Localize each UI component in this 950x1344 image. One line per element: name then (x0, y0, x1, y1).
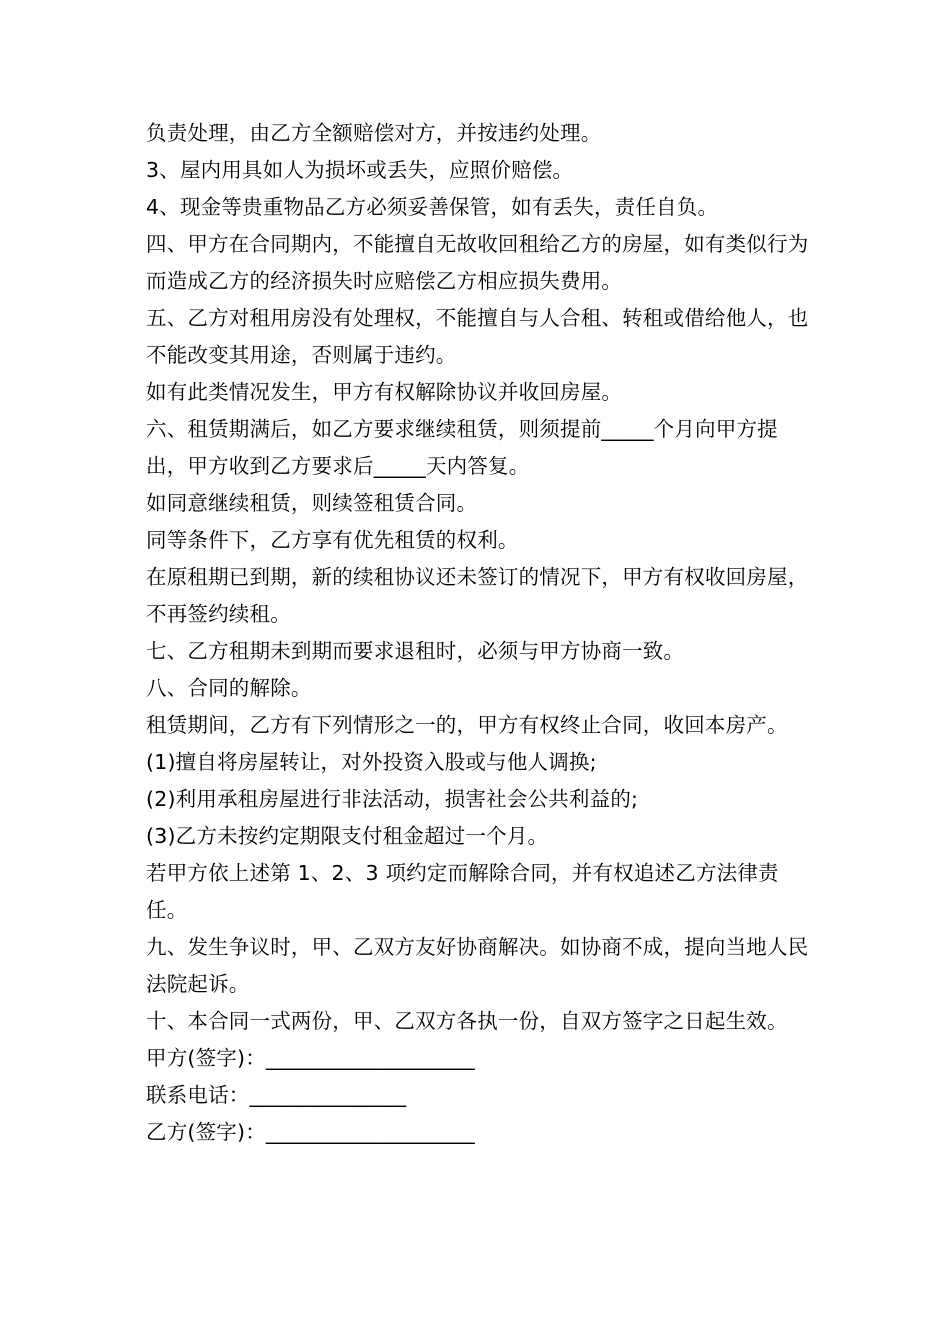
paragraph-clause-8-liability: 若甲方依上述第 1、2、3 项约定而解除合同，并有权追述乙方法律责任。 (146, 861, 779, 922)
paragraph-clause-7: 七、乙方租期未到期而要求退租时，必须与甲方协商一致。 (146, 639, 685, 663)
paragraph-clause-4: 四、甲方在合同期内，不能擅自无故收回租给乙方的房屋，如有类似行为而造成乙方的经济损失时应赔偿乙方相应损失费用。 (146, 232, 809, 293)
paragraph-clause-6: 六、租赁期满后，如乙方要求继续租赁，则须提前_____个月向甲方提出，甲方收到乙方要求后_____天内答复。 (146, 417, 778, 478)
paragraph-clause-8-item-2: (2)利用承租房屋进行非法活动，损害社会公共利益的; (146, 787, 639, 811)
signature-line-party-b: 乙方(签字)：____________________ (146, 1120, 475, 1144)
paragraph-clause-9: 九、发生争议时，甲、乙双方友好协商解决。如协商不成，提向当地人民法院起诉。 (146, 935, 809, 996)
paragraph-item-3: 3、屋内用具如人为损坏或丢失，应照价赔偿。 (146, 158, 574, 182)
paragraph-clause-5-note: 如有此类情况发生，甲方有权解除协议并收回房屋。 (146, 380, 623, 404)
paragraph-clause-6-renewal: 如同意继续租赁，则续签租赁合同。 (146, 491, 478, 515)
paragraph-clause-8-heading: 八、合同的解除。 (146, 676, 312, 700)
paragraph-item-4: 4、现金等贵重物品乙方必须妥善保管，如有丢失，责任自负。 (146, 195, 719, 219)
paragraph-clause-6-priority: 同等条件下，乙方享有优先租赁的权利。 (146, 528, 519, 552)
paragraph-clause-8-item-3: (3)乙方未按约定期限支付租金超过一个月。 (146, 824, 549, 848)
contact-phone-line: 联系电话：_______________ (146, 1083, 407, 1107)
paragraph-clause-10: 十、本合同一式两份，甲、乙双方各执一份，自双方签字之日起生效。 (146, 1009, 788, 1033)
paragraph-clause-8-intro: 租赁期间，乙方有下列情形之一的，甲方有权终止合同，收回本房产。 (146, 713, 788, 737)
paragraph-clause-5: 五、乙方对租用房没有处理权，不能擅自与人合租、转租或借给他人，也不能改变其用途，否则属于违约。 (146, 306, 809, 367)
document-body (146, 115, 814, 1151)
paragraph-clause-8-item-1: (1)擅自将房屋转让，对外投资入股或与他人调换; (146, 750, 597, 774)
paragraph-clause-continuation: 负责处理，由乙方全额赔偿对方，并按违约处理。 (146, 121, 602, 145)
signature-line-party-a: 甲方(签字)：____________________ (146, 1046, 475, 1070)
paragraph-clause-6-expiry: 在原租期已到期，新的续租协议还未签订的情况下，甲方有权收回房屋，不再签约续租。 (146, 565, 809, 626)
